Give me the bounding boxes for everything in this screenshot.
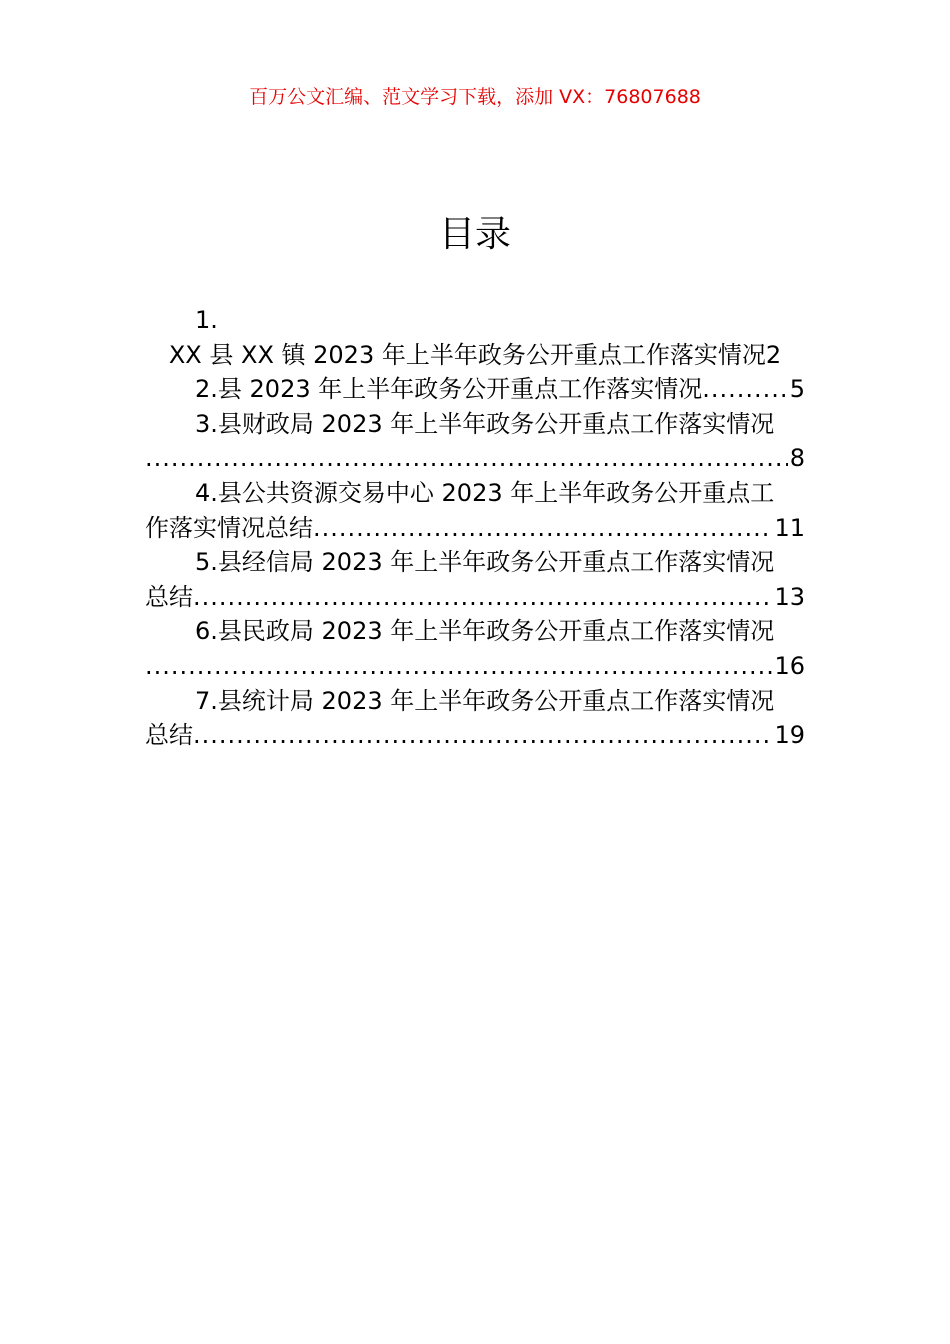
toc-entry-3-title: 县财政局 2023 年上半年政务公开重点工作落实情况 (217, 409, 775, 438)
toc-entry-5[interactable] (145, 545, 805, 580)
toc-entry-1-title: XX 县 XX 镇 2023 年上半年政务公开重点工作落实情况 (168, 340, 766, 369)
toc-leader-dots (702, 372, 787, 407)
toc-leader-dots (193, 580, 772, 615)
toc-entry-7-leader[interactable] (145, 718, 805, 753)
toc-leader-dots (313, 511, 772, 546)
toc-entry-3-page: 8 (789, 444, 805, 473)
toc-entry-7-title-line2: 总结 (145, 721, 193, 750)
toc-entry-4-title-line1: 县公共资源交易中心 2023 年上半年政务公开重点工 (217, 478, 775, 507)
toc-entry-4-title-line2: 作落实情况总结 (145, 513, 313, 542)
toc-entry-6-leader[interactable] (145, 649, 805, 684)
toc-entry-4-number: 4. (195, 478, 218, 507)
toc-leader-dots (145, 441, 788, 476)
toc-entry-3-number: 3. (195, 409, 218, 438)
page-title: 目录 (438, 214, 511, 255)
toc-entry-2[interactable] (145, 372, 805, 407)
toc-entry-5-title-line1: 县经信局 2023 年上半年政务公开重点工作落实情况 (217, 548, 775, 577)
toc-entry-2-page: 5 (789, 375, 805, 404)
toc-entry-2-number: 2. (195, 375, 218, 404)
toc-entry-5-page: 13 (774, 582, 805, 611)
toc-entry-7[interactable] (145, 684, 805, 719)
toc-entry-2-title: 县 2023 年上半年政务公开重点工作落实情况 (217, 375, 703, 404)
toc-entry-4-leader[interactable] (145, 511, 805, 546)
toc-entry-1[interactable] (145, 338, 805, 373)
toc-entry-3[interactable] (145, 407, 805, 442)
toc-entry-5-title-line2: 总结 (145, 582, 193, 611)
toc-entry-7-number: 7. (195, 686, 218, 715)
toc-entry-4-page: 11 (774, 513, 805, 542)
table-of-contents (145, 303, 805, 753)
toc-entry-1-page: 2 (765, 340, 782, 369)
toc-entry-5-number: 5. (195, 548, 218, 577)
toc-entry-6-title: 县民政局 2023 年上半年政务公开重点工作落实情况 (217, 617, 775, 646)
toc-entry-4[interactable] (145, 476, 805, 511)
toc-leader-dots (145, 649, 772, 684)
toc-entry-5-leader[interactable] (145, 580, 805, 615)
toc-entry-6[interactable] (145, 614, 805, 649)
toc-entry-3-leader[interactable] (145, 441, 805, 476)
toc-entry-6-page: 16 (774, 651, 805, 680)
header-note: 百万公文汇编、范文学习下载，添加 VX：76807688 (249, 86, 701, 108)
toc-leader-dots (193, 718, 772, 753)
toc-entry-6-number: 6. (195, 617, 218, 646)
toc-entry-7-page: 19 (774, 721, 805, 750)
toc-entry-7-title-line1: 县统计局 2023 年上半年政务公开重点工作落实情况 (217, 686, 775, 715)
toc-entry-1-number[interactable]: 1. (195, 306, 218, 334)
